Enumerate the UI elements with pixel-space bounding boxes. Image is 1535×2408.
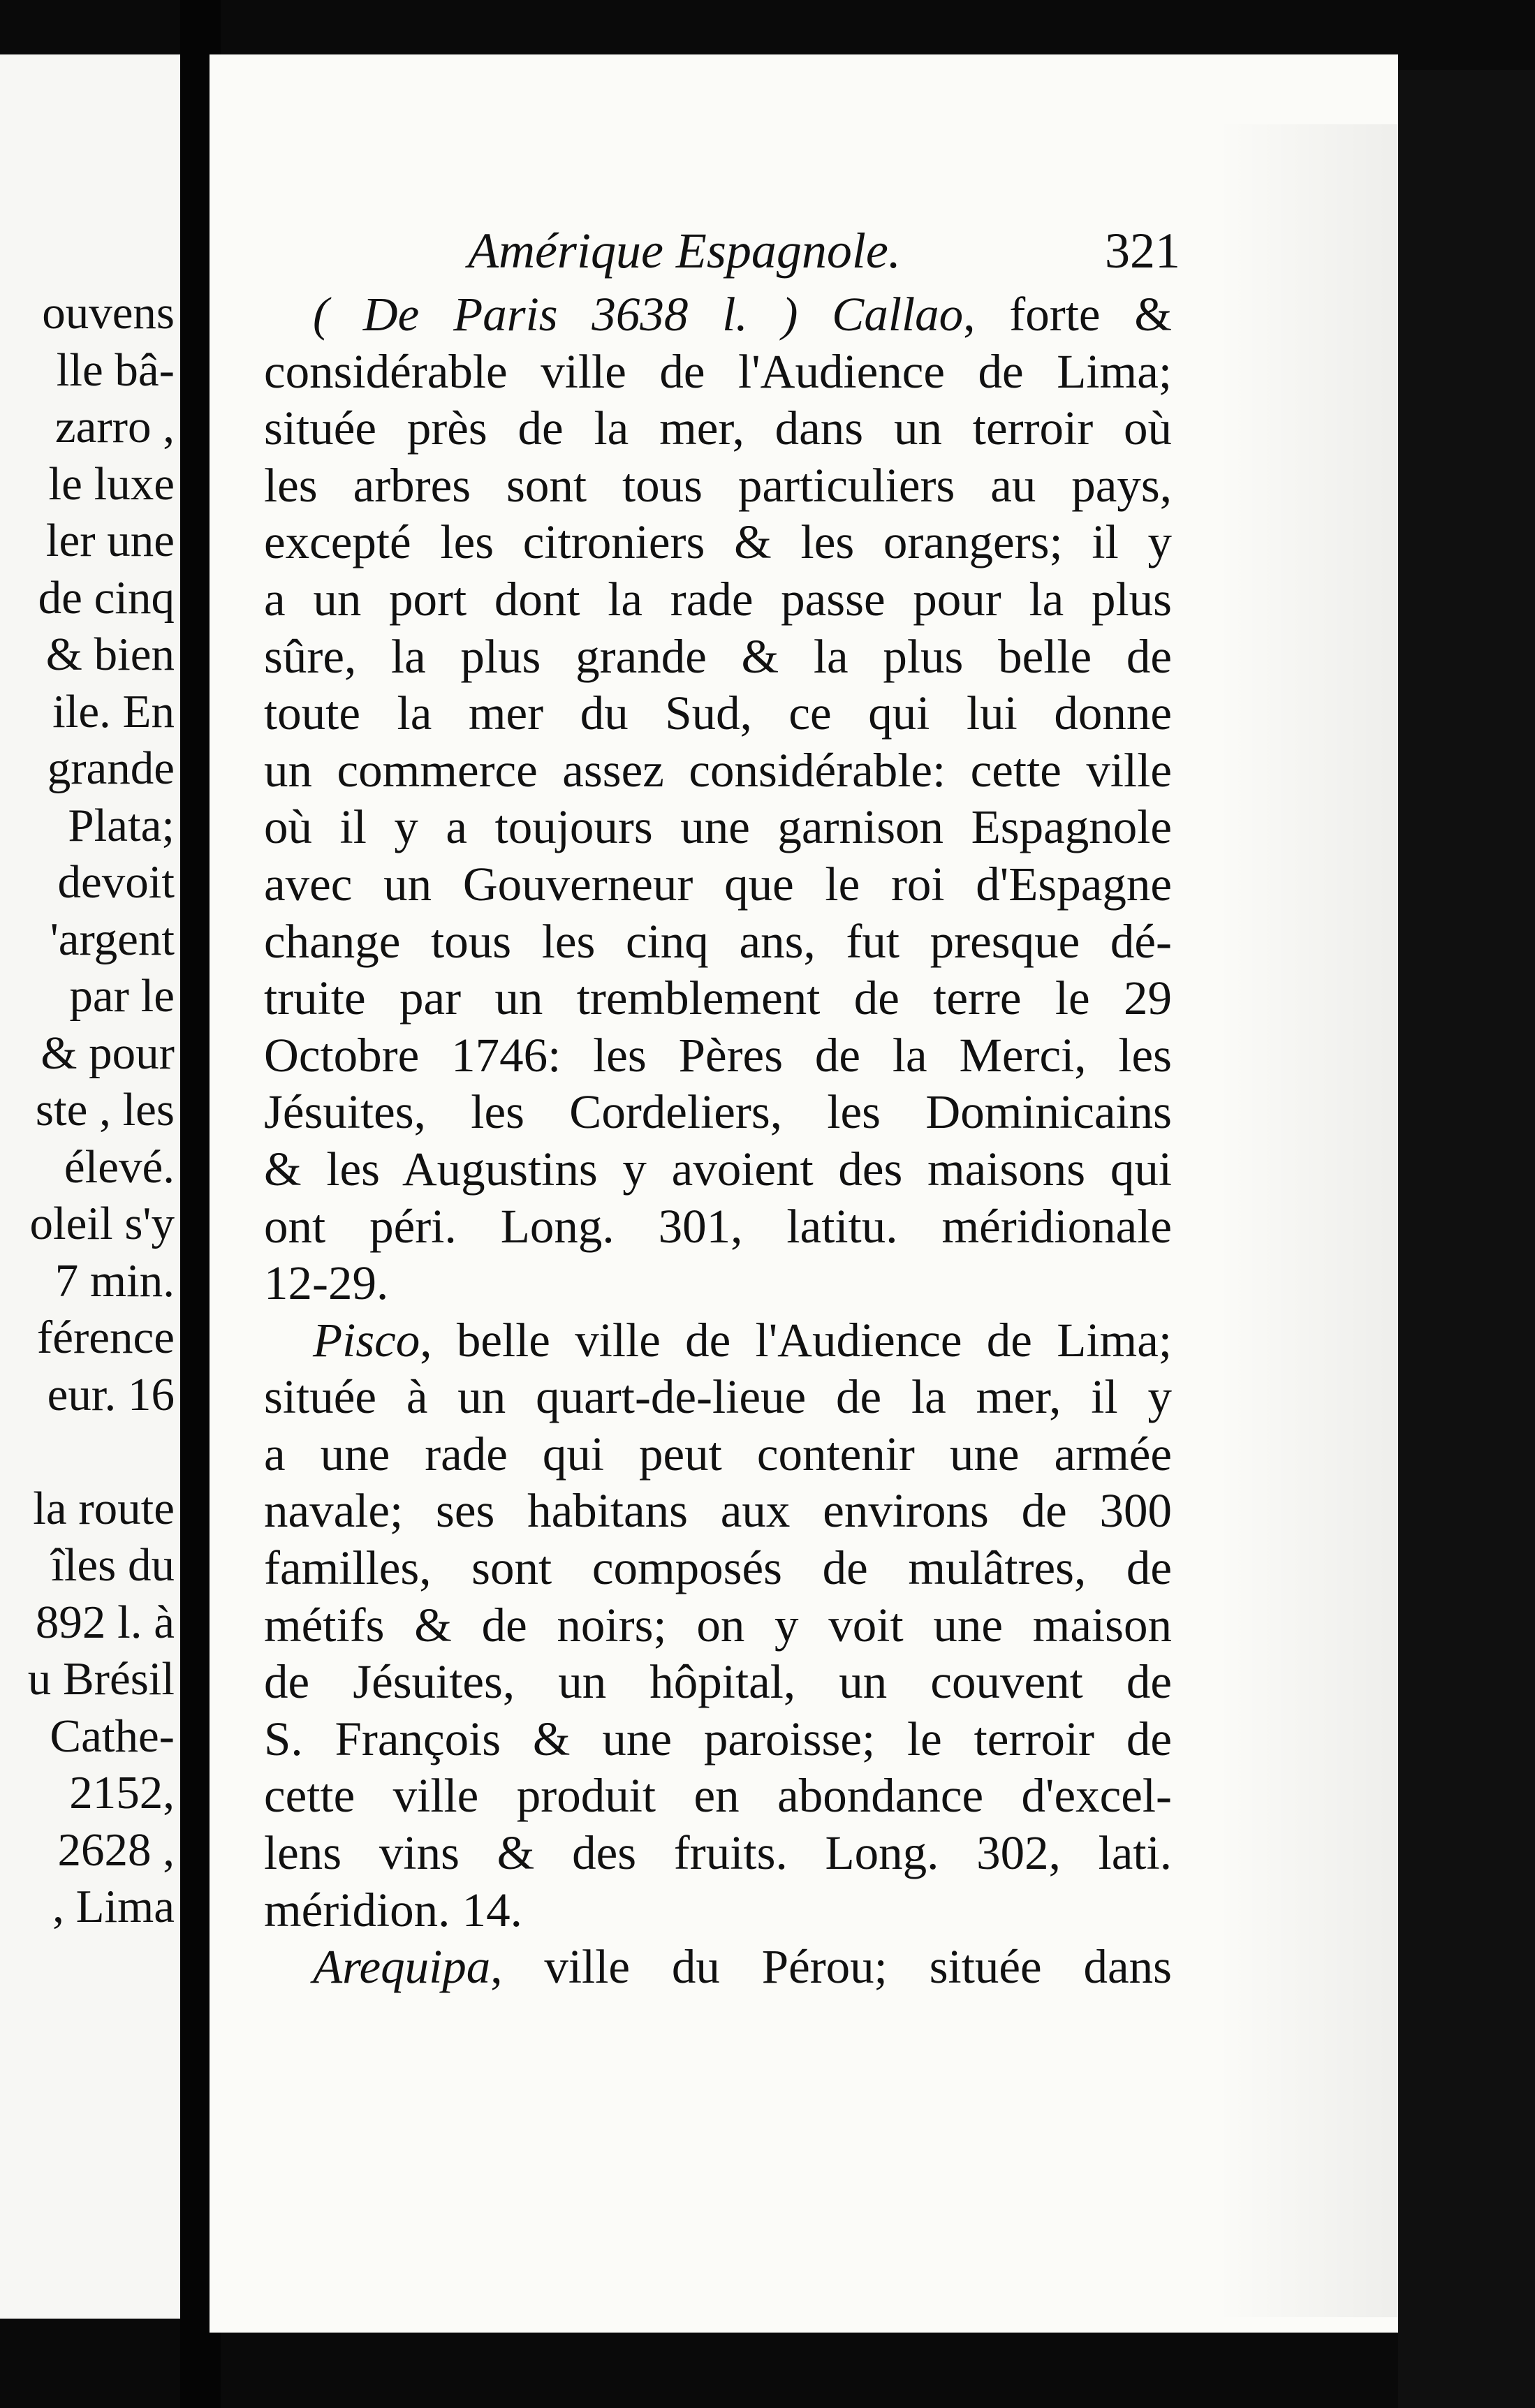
text-line	[264, 1597, 1172, 1654]
line-text: a une rade qui peut contenir une armée	[264, 1427, 1172, 1481]
line-text: , belle ville de l'Audience de Lima;	[420, 1313, 1172, 1367]
left-page-line: 2152,	[69, 1767, 175, 1819]
left-page-line: ler une	[45, 515, 175, 566]
line-text: truite par un tremblement de terre le 29	[264, 971, 1172, 1025]
left-page-line: grande	[47, 742, 175, 794]
left-page-line: u Brésil	[27, 1653, 175, 1705]
page-number: 321	[1105, 223, 1180, 279]
left-page-line: élevé.	[64, 1140, 175, 1193]
line-text: Jésuites, les Cordeliers, les Dominicains	[264, 1085, 1172, 1139]
text-line	[264, 286, 1172, 344]
left-page-line: de cinq	[38, 571, 175, 624]
left-page-line: férence	[36, 1312, 175, 1363]
text-line	[264, 1312, 1172, 1370]
entry-headword: Pisco	[313, 1313, 420, 1367]
text-line	[264, 1882, 1172, 1939]
left-page-line: le luxe	[48, 457, 175, 510]
line-text: avec un Gouverneur que le roi d'Espagne	[264, 857, 1172, 911]
text-line	[264, 1027, 1172, 1085]
page-header	[468, 222, 1180, 285]
text-line	[264, 1654, 1172, 1711]
line-text: lens vins & des fruits. Long. 302, lati.	[264, 1826, 1172, 1880]
line-text: toute la mer du Sud, ce qui lui donne	[264, 687, 1172, 740]
line-text: , ville du Pérou; située dans	[490, 1940, 1172, 1994]
line-text: a un port dont la rade passe pour la plus	[264, 572, 1172, 626]
line-text: où il y a toujours une garnison Espagnole	[264, 800, 1172, 854]
text-line	[264, 571, 1172, 629]
text-line	[264, 1711, 1172, 1768]
text-line	[264, 1540, 1172, 1597]
text-line	[264, 913, 1172, 971]
line-text: S. François & une paroisse; le terroir de	[264, 1712, 1172, 1765]
left-page-line	[0, 1423, 175, 1481]
left-page-line: 2628 ,	[57, 1823, 175, 1876]
text-line	[264, 685, 1172, 742]
entry-headword: ( De Paris 3638 l. ) Callao	[313, 288, 964, 341]
text-line	[264, 344, 1172, 401]
text-line	[264, 1939, 1172, 1996]
line-text: change tous les cinq ans, fut presque dé-	[264, 914, 1172, 968]
scan-border	[1398, 70, 1535, 2408]
line-text: Octobre 1746: les Pères de la Merci, les	[264, 1028, 1172, 1082]
text-line	[264, 1255, 1172, 1312]
left-page-line: la route	[33, 1482, 175, 1534]
text-line	[264, 1198, 1172, 1256]
left-page-line: 'argent	[50, 913, 175, 965]
line-text: ont péri. Long. 301, latitu. méridionale	[264, 1199, 1172, 1253]
left-page-line: & pour	[41, 1027, 175, 1079]
line-text: méridion. 14.	[264, 1883, 522, 1937]
line-text: sûre, la plus grande & la plus belle de	[264, 629, 1172, 683]
line-text: excepté les citroniers & les orangers; il y	[264, 515, 1172, 569]
page-shadow	[1217, 124, 1398, 2317]
left-page-line: îles du	[51, 1539, 175, 1591]
text-line	[264, 1084, 1172, 1141]
body-text	[264, 286, 1172, 1996]
text-line	[264, 1768, 1172, 1825]
left-facing-page	[0, 54, 180, 2319]
line-text: de Jésuites, un hôpital, un couvent de	[264, 1655, 1172, 1709]
left-page-text	[0, 285, 175, 1936]
text-line	[264, 457, 1172, 515]
line-text: navale; ses habitans aux environs de 300	[264, 1484, 1172, 1538]
left-page-line: 7 min.	[54, 1254, 175, 1307]
left-page-line: par le	[69, 970, 175, 1022]
left-page-line: zarro ,	[54, 401, 175, 453]
text-line	[264, 1141, 1172, 1198]
text-line	[264, 1825, 1172, 1882]
line-text: familles, sont composés de mulâtres, de	[264, 1541, 1172, 1595]
line-text: les arbres sont tous particuliers au pays,	[264, 458, 1172, 512]
text-line	[264, 742, 1172, 800]
text-line	[264, 400, 1172, 457]
text-line	[264, 1483, 1172, 1540]
entry-headword: Arequipa	[313, 1940, 491, 1994]
text-line	[264, 514, 1172, 571]
left-page-line: Plata;	[68, 799, 175, 851]
line-text: & les Augustins y avoient des maisons qui	[264, 1142, 1172, 1196]
line-text: située à un quart-de-lieue de la mer, il y	[264, 1370, 1172, 1424]
text-line	[264, 1426, 1172, 1483]
text-line	[264, 856, 1172, 913]
left-page-line: devoit	[57, 856, 175, 908]
left-page-line: 892 l. à	[35, 1596, 175, 1648]
text-line	[264, 799, 1172, 856]
left-page-line: ouvens	[42, 287, 175, 339]
left-page-line: oleil s'y	[29, 1198, 175, 1249]
left-page-line: lle bâ-	[56, 344, 175, 396]
line-text: située près de la mer, dans un terroir où	[264, 402, 1172, 455]
line-text: considérable ville de l'Audience de Lima;	[264, 344, 1172, 398]
line-text: 12-29.	[264, 1256, 389, 1310]
left-page-line: eur. 16	[47, 1368, 175, 1420]
line-text: métifs & de noirs; on y voit une maison	[264, 1598, 1172, 1652]
line-text: un commerce assez considérable: cette ville	[264, 743, 1172, 797]
line-text: cette ville produit en abondance d'excel-	[264, 1769, 1172, 1823]
left-page-line: , Lima	[52, 1881, 175, 1932]
text-line	[264, 970, 1172, 1027]
left-page-line: ile. En	[52, 685, 175, 737]
text-line	[264, 629, 1172, 686]
running-title: Amérique Espagnole.	[468, 223, 901, 279]
left-page-line: ste , les	[35, 1084, 175, 1136]
left-page-line: Cathe-	[50, 1710, 175, 1762]
line-text: , forte &	[963, 288, 1173, 341]
left-page-line: & bien	[45, 629, 175, 680]
text-line	[264, 1369, 1172, 1426]
